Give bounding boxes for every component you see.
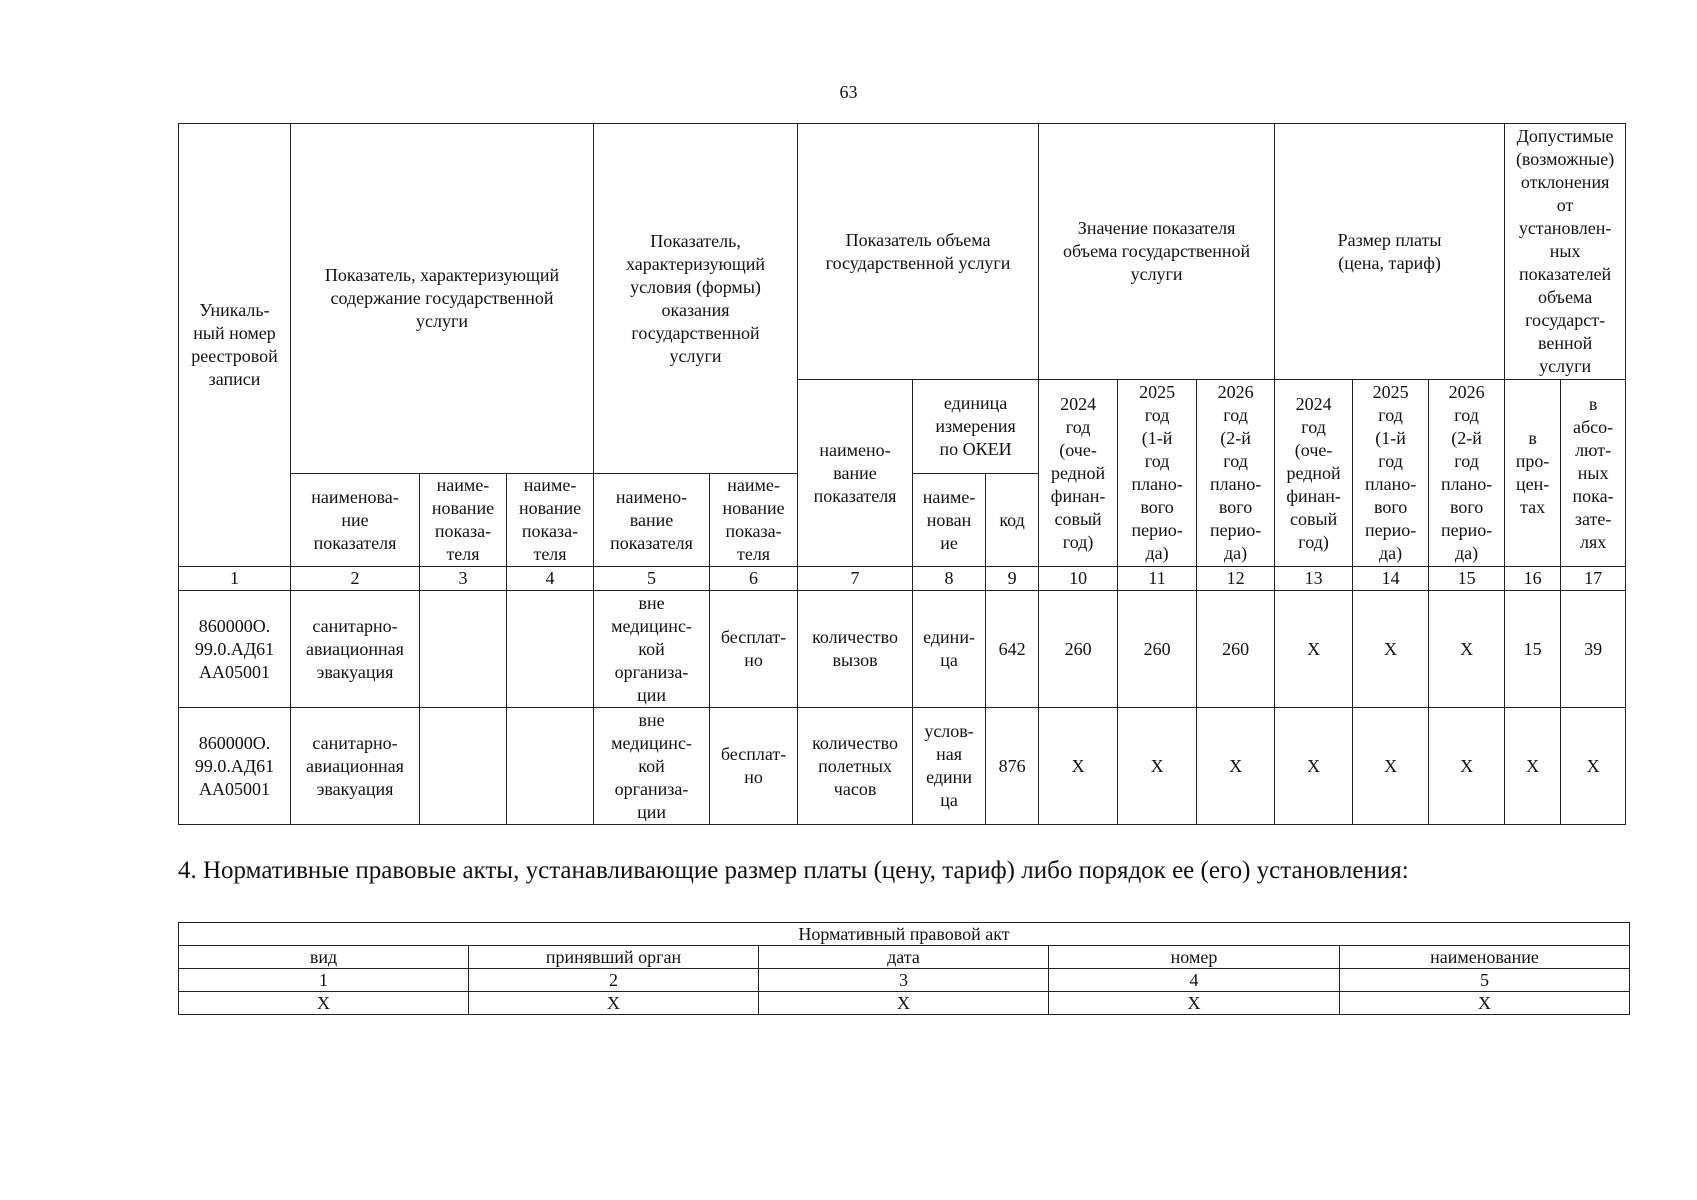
header-col13: 2024 год (оче- редной финан- совый год) — [1275, 380, 1353, 567]
column-number-cell: 13 — [1275, 567, 1353, 591]
column-number-cell: 7 — [798, 567, 913, 591]
header-col12: 2026 год (2-й год плано- вого перио- да) — [1197, 380, 1275, 567]
header-col17: в абсо- лют- ных пока- зате- лях — [1561, 380, 1626, 567]
header-col3: наиме- нование показа- теля — [420, 474, 507, 567]
header-col2: наименова- ние показателя — [291, 474, 420, 567]
table-cell: вне медицинс- кой организа- ции — [594, 591, 710, 708]
acts-number-cell: 4 — [1049, 969, 1340, 992]
legal-acts-table — [178, 922, 1630, 1015]
table-cell: Х — [1353, 591, 1429, 708]
table-cell: 876 — [986, 708, 1039, 825]
header-volume-indicator: Показатель объема государственной услуги — [798, 124, 1039, 380]
acts-number-cell: 1 — [179, 969, 469, 992]
table-cell — [420, 591, 507, 708]
table-cell: Х — [1197, 708, 1275, 825]
header-unique-number: Уникаль- ный номер реестровой записи — [179, 124, 291, 567]
column-number-cell: 14 — [1353, 567, 1429, 591]
header-col4: наиме- нование показа- теля — [507, 474, 594, 567]
table-cell: 260 — [1039, 591, 1118, 708]
table-cell: Х — [1039, 708, 1118, 825]
header-col16: в про- цен- тах — [1505, 380, 1561, 567]
table-cell: Х — [1429, 708, 1505, 825]
table-cell: бесплат- но — [710, 591, 798, 708]
header-col7: наимено- вание показателя — [798, 380, 913, 567]
column-number-cell: 12 — [1197, 567, 1275, 591]
header-okei-unit: единица измерения по ОКЕИ — [913, 380, 1039, 474]
volume-indicators-table — [178, 123, 1626, 825]
acts-table-title: Нормативный правовой акт — [179, 923, 1630, 946]
table-cell: Х — [1275, 591, 1353, 708]
header-content-indicator: Показатель, характеризующий содержание государственной услуги — [291, 124, 594, 474]
column-number-cell: 8 — [913, 567, 986, 591]
header-col9: код — [986, 474, 1039, 567]
table-cell: количество полетных часов — [798, 708, 913, 825]
table-cell — [507, 708, 594, 825]
section-4-heading: 4. Нормативные правовые акты, устанавливающие размер платы (цену, тариф) либо порядок ее (его) установления: — [178, 857, 1409, 884]
table-cell: Х — [1118, 708, 1197, 825]
table-cell: Х — [1505, 708, 1561, 825]
table-cell: Х — [469, 992, 759, 1015]
table-cell: Х — [1275, 708, 1353, 825]
acts-header-cell: наименование — [1340, 946, 1630, 969]
column-number-cell: 11 — [1118, 567, 1197, 591]
table-cell: 860000О. 99.0.АД61 АА05001 — [179, 708, 291, 825]
column-number-cell: 6 — [710, 567, 798, 591]
header-col5: наимено- вание показателя — [594, 474, 710, 567]
table-cell: бесплат- но — [710, 708, 798, 825]
header-col15: 2026 год (2-й год плано- вого перио- да) — [1429, 380, 1505, 567]
table-cell: Х — [1049, 992, 1340, 1015]
column-number-cell: 5 — [594, 567, 710, 591]
table-cell: 15 — [1505, 591, 1561, 708]
table-cell: 642 — [986, 591, 1039, 708]
column-number-cell: 16 — [1505, 567, 1561, 591]
table-cell: Х — [179, 992, 469, 1015]
header-conditions-indicator: Показатель, характеризующий условия (формы) оказания государственной услуги — [594, 124, 798, 474]
table-cell: Х — [759, 992, 1049, 1015]
table-cell: 39 — [1561, 591, 1626, 708]
header-col6: наиме- нование показа- теля — [710, 474, 798, 567]
header-fee-size: Размер платы (цена, тариф) — [1275, 124, 1505, 380]
column-number-cell: 4 — [507, 567, 594, 591]
acts-header-row — [179, 946, 1630, 969]
table-cell — [420, 708, 507, 825]
column-number-cell: 15 — [1429, 567, 1505, 591]
column-number-cell: 9 — [986, 567, 1039, 591]
acts-header-cell: принявший орган — [469, 946, 759, 969]
acts-number-cell: 2 — [469, 969, 759, 992]
table-cell: количество вызов — [798, 591, 913, 708]
acts-header-cell: вид — [179, 946, 469, 969]
header-indicator-value: Значение показателя объема государственной услуги — [1039, 124, 1275, 380]
acts-number-cell: 5 — [1340, 969, 1630, 992]
table-row — [179, 708, 1626, 825]
table-cell: вне медицинс- кой организа- ции — [594, 708, 710, 825]
table-row — [179, 591, 1626, 708]
header-col11: 2025 год (1-й год плано- вого перио- да) — [1118, 380, 1197, 567]
header-col8: наиме- нован ие — [913, 474, 986, 567]
table-cell: Х — [1429, 591, 1505, 708]
acts-number-row — [179, 969, 1630, 992]
table-cell: Х — [1561, 708, 1626, 825]
column-number-cell: 3 — [420, 567, 507, 591]
table-cell: санитарно- авиационная эвакуация — [291, 591, 420, 708]
header-col10: 2024 год (оче- редной финан- совый год) — [1039, 380, 1118, 567]
header-col14: 2025 год (1-й год плано- вого перио- да) — [1353, 380, 1429, 567]
table-cell: едини- ца — [913, 591, 986, 708]
column-number-cell: 2 — [291, 567, 420, 591]
column-number-cell: 10 — [1039, 567, 1118, 591]
table-cell: Х — [1340, 992, 1630, 1015]
column-numbers-row — [179, 567, 1626, 591]
table-cell: санитарно- авиационная эвакуация — [291, 708, 420, 825]
table-cell: услов- ная едини ца — [913, 708, 986, 825]
table-row — [179, 992, 1630, 1015]
page-number: 63 — [839, 82, 858, 102]
table-cell: Х — [1353, 708, 1429, 825]
acts-header-cell: дата — [759, 946, 1049, 969]
acts-number-cell: 3 — [759, 969, 1049, 992]
header-allowed-deviation: Допустимые (возможные) отклонения от установлен- ных показателей объема государст- венной услуги — [1505, 124, 1626, 380]
table-cell: 260 — [1197, 591, 1275, 708]
acts-header-cell: номер — [1049, 946, 1340, 969]
table-cell: 260 — [1118, 591, 1197, 708]
table-cell: 860000О. 99.0.АД61 АА05001 — [179, 591, 291, 708]
column-number-cell: 1 — [179, 567, 291, 591]
table-cell — [507, 591, 594, 708]
column-number-cell: 17 — [1561, 567, 1626, 591]
